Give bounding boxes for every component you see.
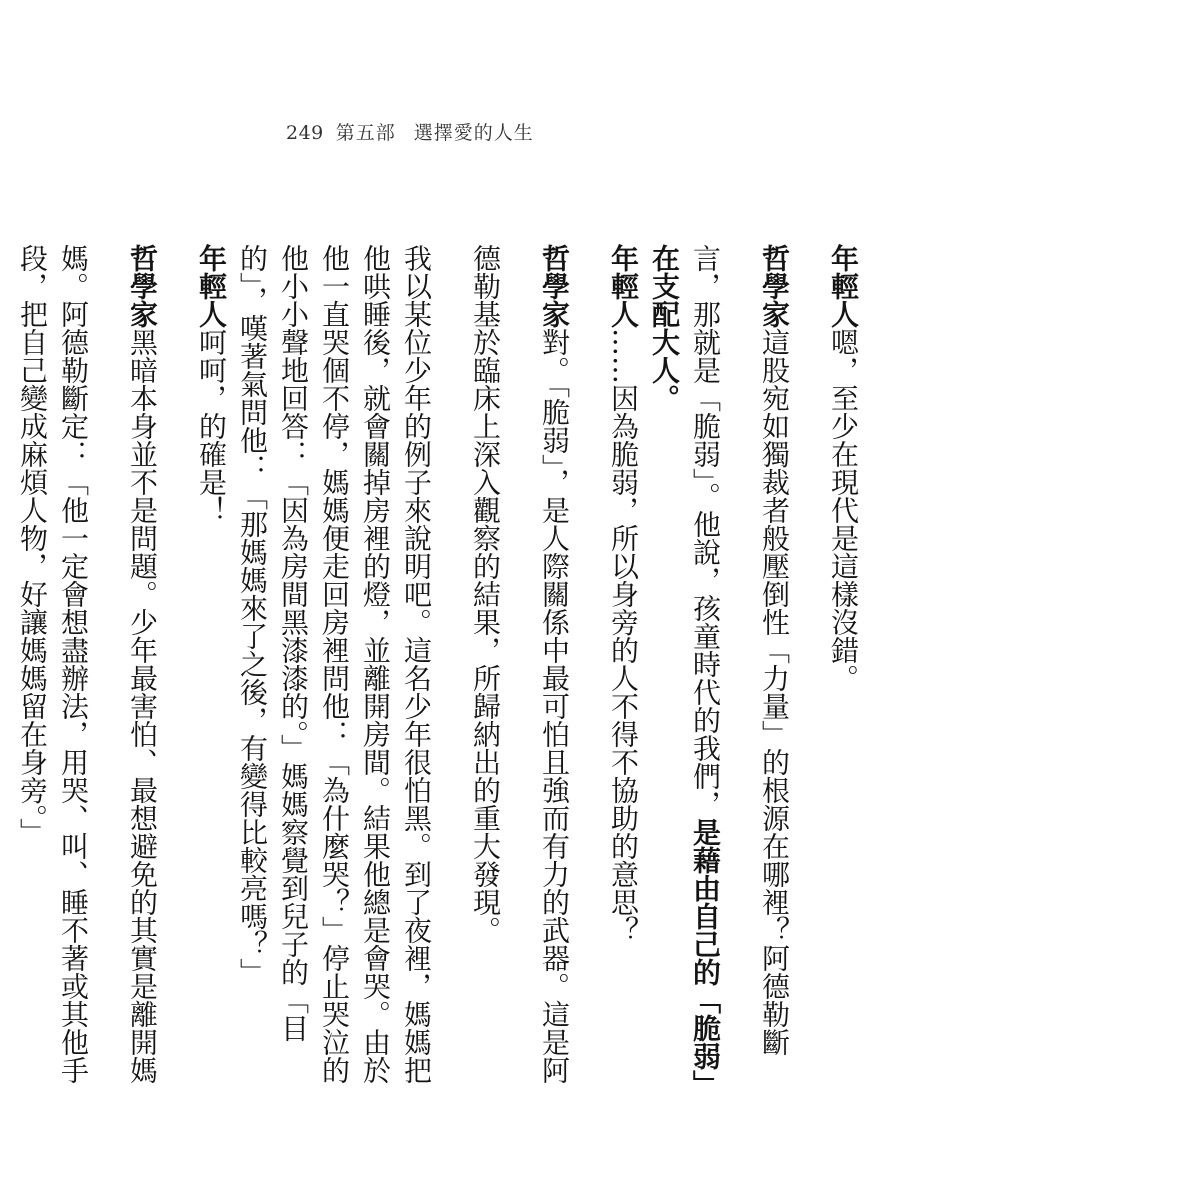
- speaker-label: 年輕人: [827, 244, 860, 328]
- speaker-label: 年輕人: [607, 244, 640, 328]
- paragraph-text: ……因為脆弱，所以身旁的人不得不協助的意思？: [607, 328, 640, 944]
- paragraph-text: 呵呵，的確是！: [195, 328, 228, 524]
- speaker-label: 哲學家: [758, 244, 791, 328]
- page-number: 249: [286, 122, 324, 144]
- dialogue-paragraph: [575, 244, 644, 1094]
- speaker-label: 哲學家: [538, 244, 571, 328]
- running-head: [286, 118, 534, 148]
- speaker-label: 哲學家: [126, 244, 159, 328]
- paragraph-text: 這股宛如獨裁者般壓倒性「力量」的根源在哪裡？阿德勒斷言，那就是「脆弱」。他說，孩童時代的我們，: [689, 244, 791, 1056]
- dialogue-paragraph: [12, 244, 163, 1094]
- paragraph-text: 我以某位少年的例子來說明吧。這名少年很怕黑。到了夜裡，媽媽把他哄睡後，就會關掉房裡的燈，並離開房間。結果他總是會哭。由於他一直哭個不停，媽媽便走回房裡問他：「為什麼哭？」停止哭泣的他小小聲地回答：「因為房間黑漆漆的。」媽媽察覺到兒子的「目的」，嘆著氣問他：「那媽媽來了之後，有變得比較亮嗎？」: [236, 244, 433, 1084]
- paragraph-text: 嗯，至少在現代是這樣沒錯。: [827, 328, 860, 692]
- paragraph-text: 對。「脆弱」，是人際關係中最可怕且強而有力的武器。這是阿德勒基於臨床上深入觀察的結果，所歸納出的重大發現。: [469, 244, 571, 1084]
- paragraph-text-end: 。: [648, 384, 681, 412]
- dialogue-paragraph: [163, 244, 232, 1094]
- paragraph-text: 黑暗本身並不是問題。少年最害怕、最想避免的其實是離開媽媽。阿德勒斷定：「他一定會想盡辦法，用哭、叫、睡不著或其他手段，把自己變成麻煩人物，好讓媽媽留在身旁。」: [16, 244, 159, 1084]
- dialogue-paragraph: [644, 244, 795, 1094]
- part-label: 第五部: [335, 122, 396, 144]
- dialogue-paragraph: [465, 244, 575, 1094]
- emphasized-text: 是藉由自己的「脆弱」在支配大人: [648, 244, 722, 1084]
- narrative-paragraph: [232, 244, 465, 1094]
- chapter-title: 選擇愛的人生: [413, 122, 534, 144]
- dialogue-paragraph: [795, 244, 864, 1094]
- speaker-label: 年輕人: [195, 244, 228, 328]
- vertical-text-block: [16, 244, 864, 1094]
